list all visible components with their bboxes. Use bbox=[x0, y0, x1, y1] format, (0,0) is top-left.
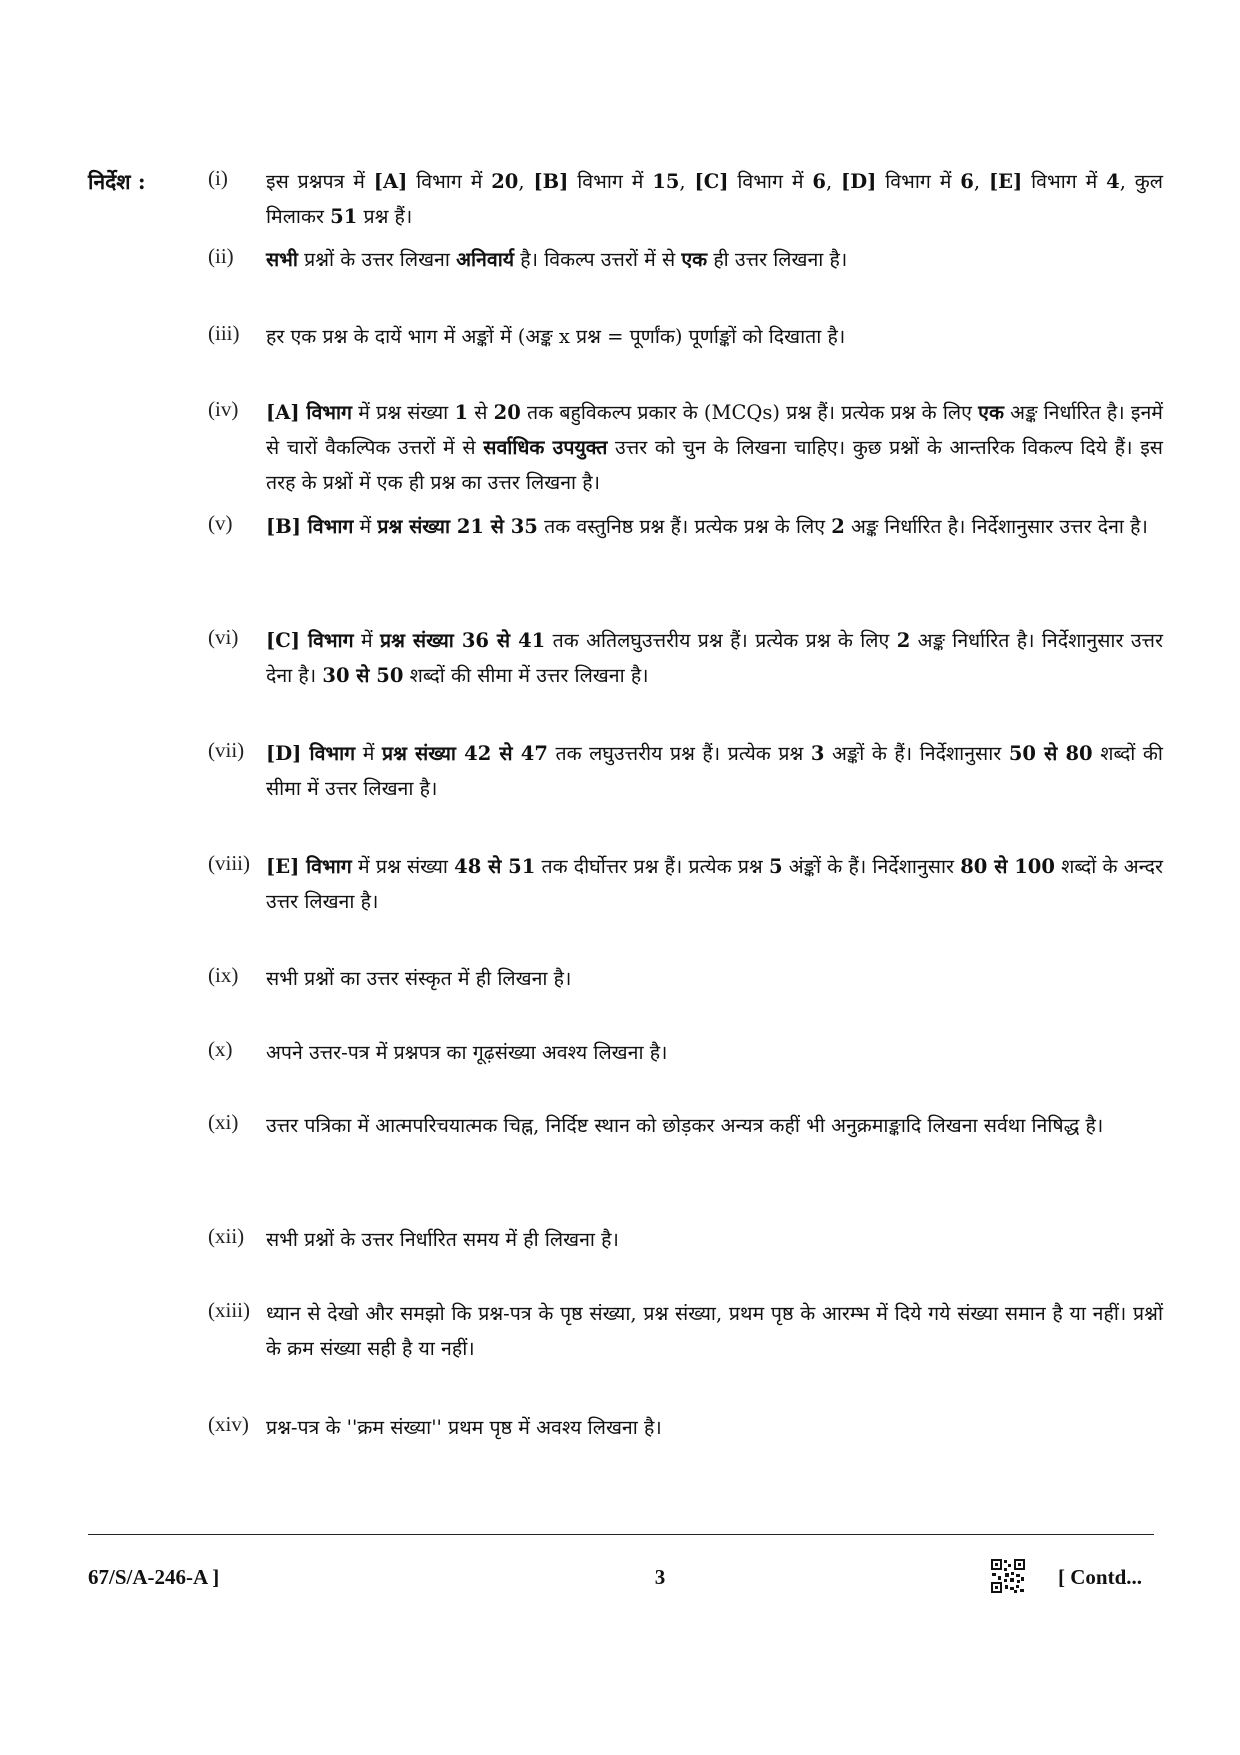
instructions-heading: निर्देश : bbox=[88, 169, 146, 194]
instruction-item bbox=[208, 849, 1163, 919]
instruction-item bbox=[208, 319, 1163, 354]
instruction-number: (v) bbox=[208, 511, 233, 535]
instruction-number: (xiv) bbox=[208, 1412, 249, 1436]
instruction-item bbox=[208, 1035, 1163, 1070]
instruction-text: [E] विभाग में प्रश्न संख्या 48 से 51 तक दीर्घोत्तर प्रश्न हैं। प्रत्येक प्रश्न 5 अंङ्कों के हैं। निर्देशानुसार 80 से 100 शब्दों के अन्दर उत्तर लिखना है। bbox=[266, 855, 1163, 913]
instruction-number: (x) bbox=[208, 1037, 233, 1061]
instruction-number: (viii) bbox=[208, 851, 250, 875]
instruction-text: [A] विभाग में प्रश्न संख्या 1 से 20 तक बहुविकल्प प्रकार के (MCQs) प्रश्न हैं। प्रत्येक प्रश्न के लिए एक अङ्क निर्धारित है। इनमें से चारों वैकल्पिक उत्तरों में से सर्वाधिक उपयुक्त उत्तर को चुन के लिखना चाहिए। कुछ प्रश्नों के आन्तरिक विकल्प दिये हैं। इस तरह के प्रश्नों में एक ही प्रश्न का उत्तर लिखना है। bbox=[266, 401, 1163, 494]
instruction-number: (i) bbox=[208, 166, 228, 190]
instruction-item bbox=[208, 509, 1163, 544]
footer-divider bbox=[88, 1534, 1154, 1535]
instruction-text: अपने उत्तर-पत्र में प्रश्नपत्र का गूढ़संख्या अवश्य लिखना है। bbox=[266, 1041, 668, 1064]
page-number: 3 bbox=[654, 1565, 666, 1589]
instruction-number: (ii) bbox=[208, 244, 234, 268]
instruction-item bbox=[208, 623, 1163, 693]
continued-label: [ Contd... bbox=[1058, 1565, 1143, 1589]
instruction-text: ध्यान से देखो और समझो कि प्रश्न-पत्र के पृष्ठ संख्या, प्रश्न संख्या, प्रथम पृष्ठ के आरम्भ में दिये गये संख्या समान है या नहीं। प्रश्नों के क्रम संख्या सही है या नहीं। bbox=[266, 1302, 1163, 1360]
instruction-number: (iii) bbox=[208, 321, 240, 345]
instruction-text: हर एक प्रश्न के दायें भाग में अङ्कों में (अङ्क x प्रश्न = पूर्णांक) पूर्णाङ्कों को दिखाता है। bbox=[266, 325, 846, 348]
instruction-number: (xii) bbox=[208, 1224, 245, 1248]
instruction-item bbox=[208, 1108, 1163, 1143]
instruction-text: [D] विभाग में प्रश्न संख्या 42 से 47 तक लघुउत्तरीय प्रश्न हैं। प्रत्येक प्रश्न 3 अङ्कों के हैं। निर्देशानुसार 50 से 80 शब्दों की सीमा में उत्तर लिखना है। bbox=[266, 742, 1163, 800]
instruction-item bbox=[208, 1410, 1163, 1445]
instruction-text: [B] विभाग में प्रश्न संख्या 21 से 35 तक वस्तुनिष्ठ प्रश्न हैं। प्रत्येक प्रश्न के लिए 2 अङ्क निर्धारित है। निर्देशानुसार उत्तर देना है। bbox=[266, 515, 1148, 538]
instruction-item bbox=[208, 395, 1163, 500]
instruction-number: (vi) bbox=[208, 625, 239, 649]
instruction-item bbox=[208, 1222, 1163, 1257]
instruction-item bbox=[208, 1296, 1163, 1366]
instruction-number: (vii) bbox=[208, 738, 245, 762]
instruction-text: [C] विभाग में प्रश्न संख्या 36 से 41 तक अतिलघुउत्तरीय प्रश्न हैं। प्रत्येक प्रश्न के लिए 2 अङ्क निर्धारित है। निर्देशानुसार उत्तर देना है। 30 से 50 शब्दों की सीमा में उत्तर लिखना है। bbox=[266, 629, 1163, 687]
instruction-number: (ix) bbox=[208, 963, 239, 987]
paper-code: 67/S/A-246-A ] bbox=[88, 1565, 220, 1589]
instruction-item bbox=[208, 164, 1163, 234]
instruction-text: उत्तर पत्रिका में आत्मपरिचयात्मक चिह्न, निर्दिष्ट स्थान को छोड़कर अन्यत्र कहीं भी अनुक्रमाङ्कादि लिखना सर्वथा निषिद्ध है। bbox=[266, 1114, 1104, 1137]
instruction-number: (xiii) bbox=[208, 1298, 250, 1322]
instruction-number: (iv) bbox=[208, 397, 239, 421]
instruction-number: (xi) bbox=[208, 1110, 239, 1134]
instruction-text: इस प्रश्नपत्र में [A] विभाग में 20, [B] विभाग में 15, [C] विभाग में 6, [D] विभाग में 6, [E] विभाग में 4, कुल मिलाकर 51 प्रश्न हैं। bbox=[266, 170, 1163, 228]
instruction-text: प्रश्न-पत्र के ''क्रम संख्या'' प्रथम पृष्ठ में अवश्य लिखना है। bbox=[266, 1416, 662, 1439]
instruction-item bbox=[208, 961, 1163, 996]
instruction-text: सभी प्रश्नों के उत्तर लिखना अनिवार्य है। विकल्प उत्तरों में से एक ही उत्तर लिखना है। bbox=[266, 248, 848, 271]
instruction-item bbox=[208, 242, 1163, 277]
qr-code-icon bbox=[990, 1558, 1026, 1594]
instruction-text: सभी प्रश्नों के उत्तर निर्धारित समय में ही लिखना है। bbox=[266, 1228, 619, 1251]
instruction-item bbox=[208, 736, 1163, 806]
instruction-text: सभी प्रश्नों का उत्तर संस्कृत में ही लिखना है। bbox=[266, 967, 572, 990]
